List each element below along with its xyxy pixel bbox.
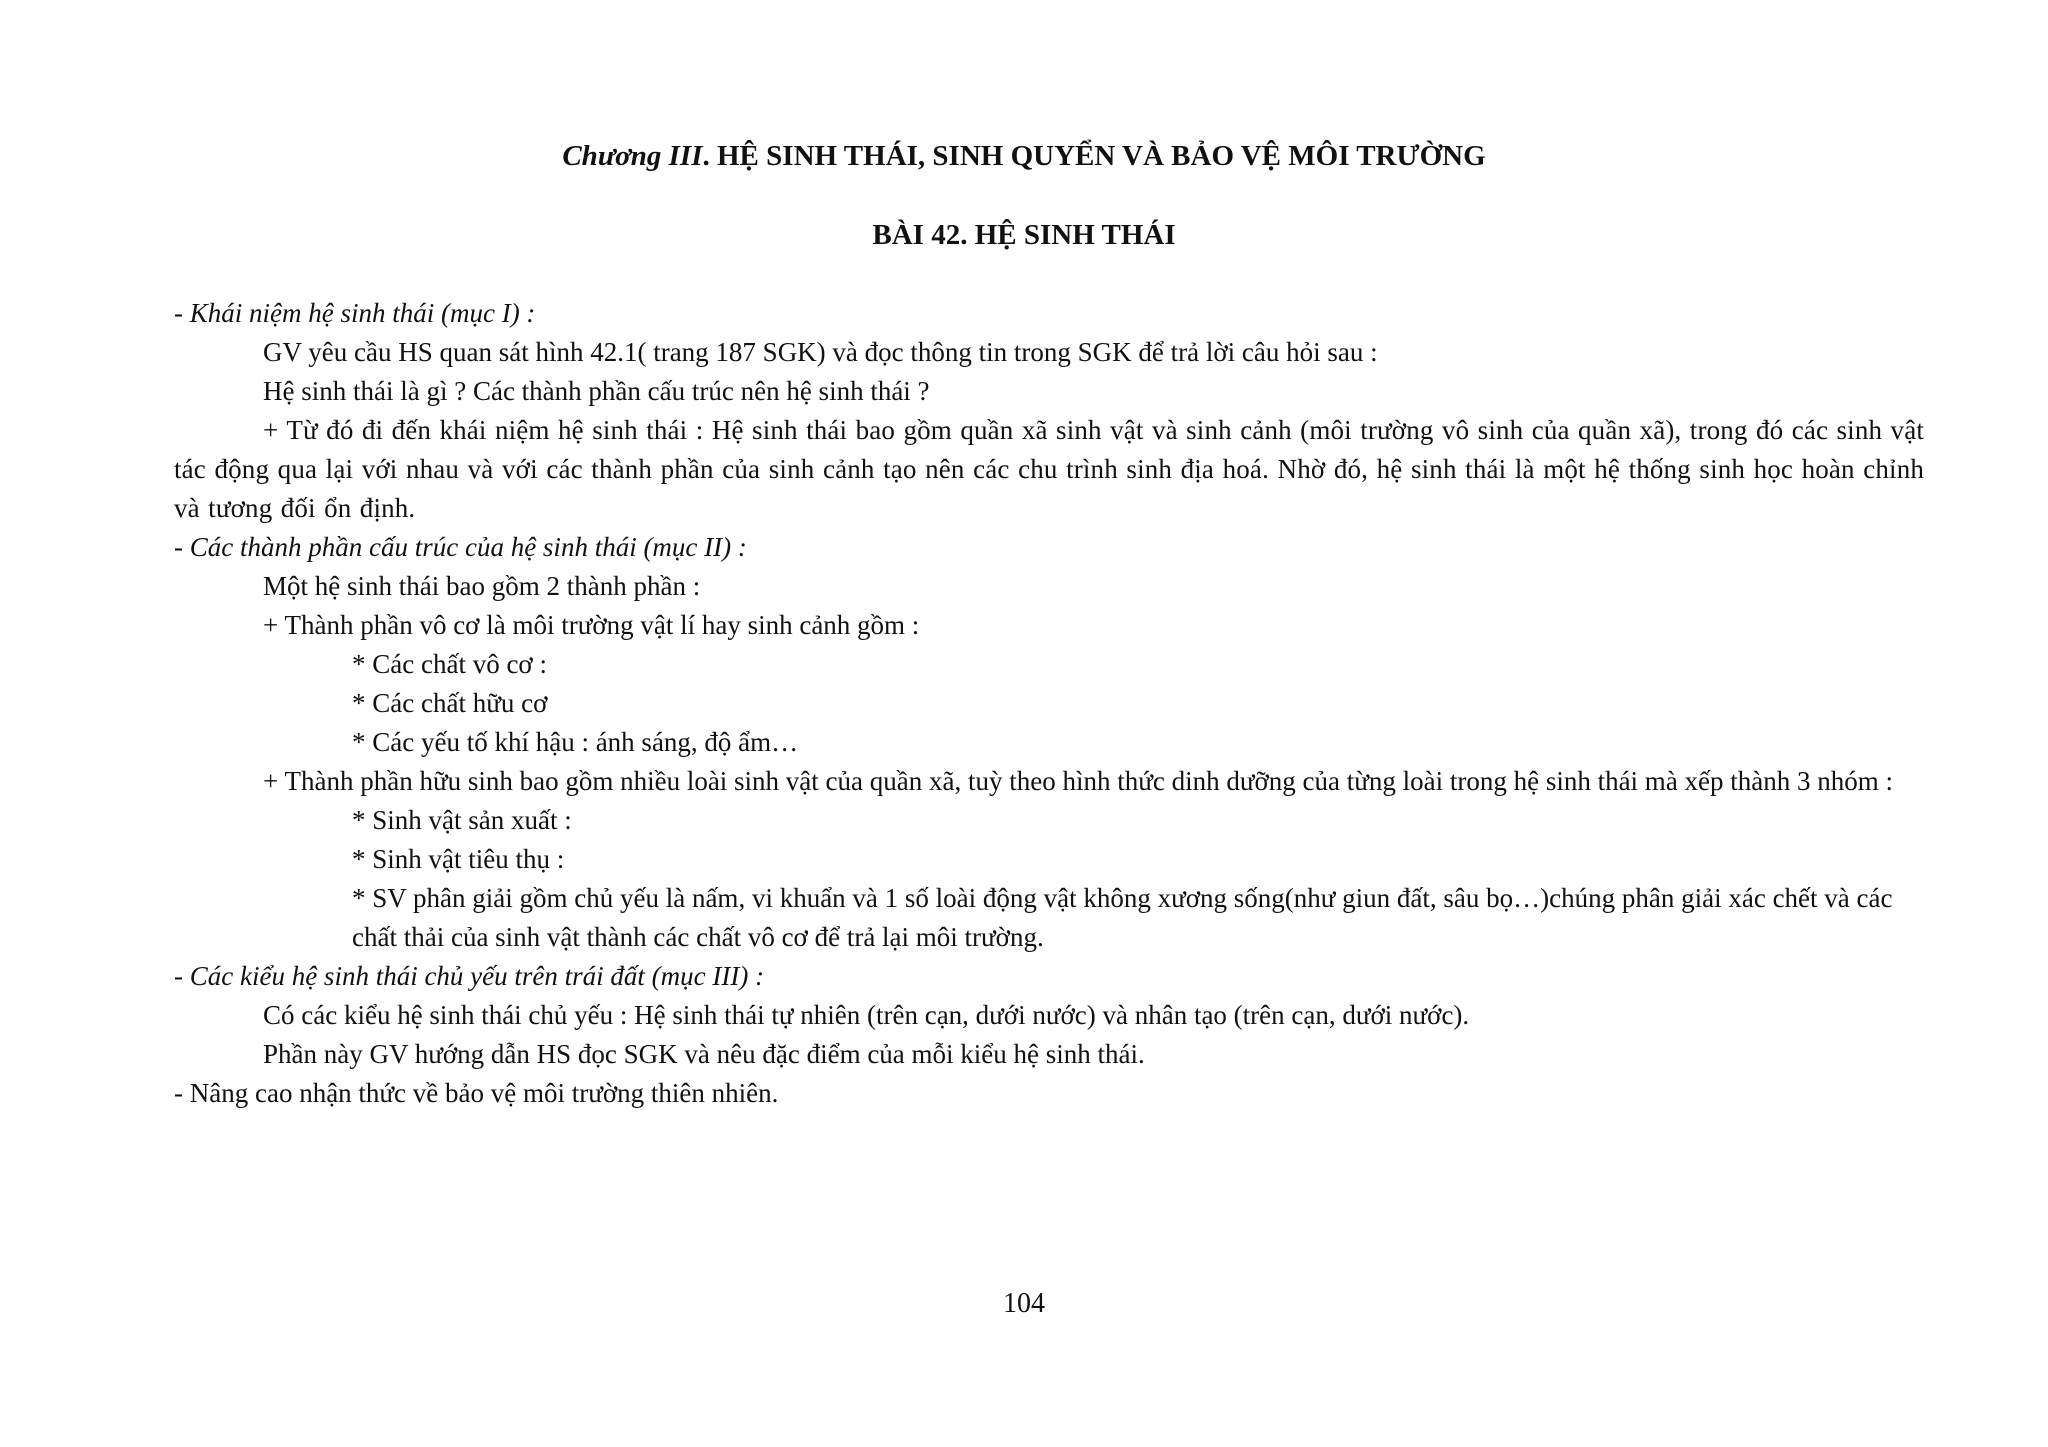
chapter-name: . HỆ SINH THÁI, SINH QUYỂN VÀ BẢO VỆ MÔI TRƯỜNG [702,140,1486,172]
text-line: Hệ sinh thái là gì ? Các thành phần cấu trúc nên hệ sinh thái ? [263,376,930,406]
biotic-paragraph: + Thành phần hữu sinh bao gồm nhiều loài sinh vật của quần xã, tuỳ theo hình thức dinh dưỡng của từng loài trong hệ sinh thái mà xếp thành 3 nhóm : [263,766,1894,796]
text-line: + Thành phần vô cơ là môi trường vật lí hay sinh cảnh gồm : [263,610,920,640]
chapter-title [0,138,2048,174]
lesson-title: BÀI 42. HỆ SINH THÁI [872,219,1176,251]
section-heading-concept: - Khái niệm hệ sinh thái (mục I) : [174,298,536,328]
text-line: Một hệ sinh thái bao gồm 2 thành phần : [263,571,701,601]
chapter-prefix: Chương III [562,140,703,172]
text-line: Phần này GV hướng dẫn HS đọc SGK và nêu đặc điểm của mỗi kiểu hệ sinh thái. [263,1039,1145,1069]
section-heading-types: - Các kiểu hệ sinh thái chủ yếu trên trái đất (mục III) : [174,961,765,991]
document-body [174,294,1924,1113]
list-item: * Các chất hữu cơ [352,688,548,718]
list-item: * Các yếu tố khí hậu : ánh sáng, độ ẩm… [352,727,799,757]
section-line-awareness: - Nâng cao nhận thức về bảo vệ môi trường thiên nhiên. [174,1078,779,1108]
text-line: GV yêu cầu HS quan sát hình 42.1( trang 187 SGK) và đọc thông tin trong SGK để trả lời câu hỏi sau : [263,337,1378,367]
definition-paragraph: + Từ đó đi đến khái niệm hệ sinh thái : Hệ sinh thái bao gồm quần xã sinh vật và sinh cảnh (môi trường vô sinh của quần xã), trong đó các sinh vật tác động qua lại với nhau và với các thành phần của sinh cảnh tạo nên các chu trình sinh địa hoá. Nhờ đó, hệ sinh thái là một hệ thống sinh học hoàn chỉnh và tương đối ổn định. [174,415,1924,523]
list-item: * Sinh vật tiêu thụ : [352,844,565,874]
list-item: * Sinh vật sản xuất : [352,805,572,835]
list-item: * SV phân giải gồm chủ yếu là nấm, vi khuẩn và 1 số loài động vật không xương sống(như giun đất, sâu bọ…)chúng phân giải xác chết và các chất thải của sinh vật thành các chất vô cơ để trả lại môi trường. [352,883,1893,952]
list-item: * Các chất vô cơ : [352,649,547,679]
page-number: 104 [1003,1288,1045,1319]
section-heading-structure: - Các thành phần cấu trúc của hệ sinh thái (mục II) : [174,532,747,562]
text-line: Có các kiểu hệ sinh thái chủ yếu : Hệ sinh thái tự nhiên (trên cạn, dưới nước) và nhân tạo (trên cạn, dưới nước). [263,1000,1470,1030]
